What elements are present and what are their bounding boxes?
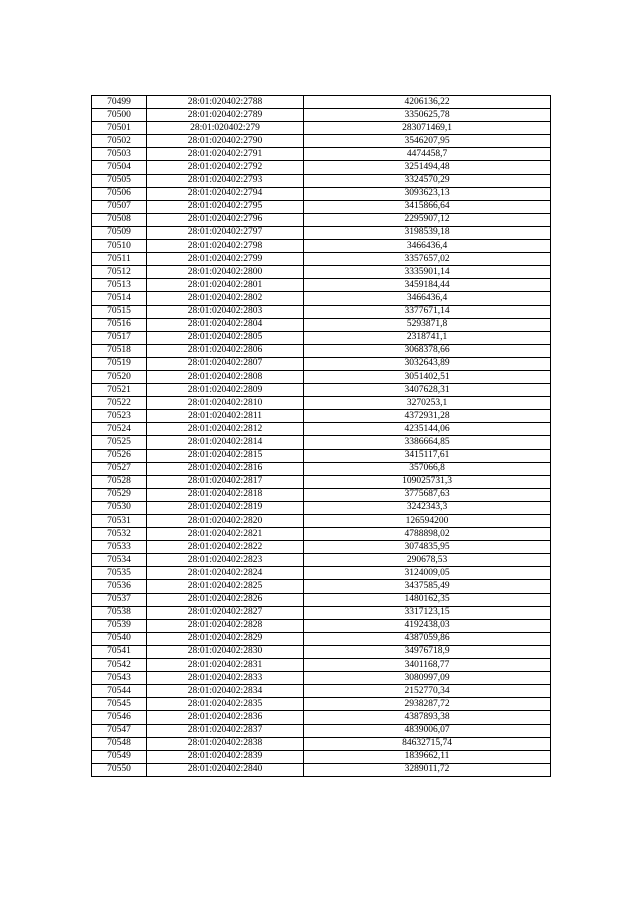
cadastral-value-cell: 4387059,86 bbox=[304, 632, 551, 645]
cadastral-number-cell: 28:01:020402:2819 bbox=[147, 501, 304, 514]
row-number-cell: 70513 bbox=[92, 279, 147, 292]
cadastral-value-cell: 3775687,63 bbox=[304, 488, 551, 501]
cadastral-value-cell: 2938287,72 bbox=[304, 698, 551, 711]
table-row bbox=[92, 370, 551, 383]
row-number-cell: 70526 bbox=[92, 449, 147, 462]
row-number-cell: 70533 bbox=[92, 541, 147, 554]
cadastral-number-cell: 28:01:020402:2795 bbox=[147, 200, 304, 213]
row-number-cell: 70541 bbox=[92, 645, 147, 658]
cadastral-value-cell: 3242343,3 bbox=[304, 501, 551, 514]
table-row bbox=[92, 213, 551, 226]
row-number-cell: 70543 bbox=[92, 672, 147, 685]
table-row bbox=[92, 672, 551, 685]
cadastral-number-cell: 28:01:020402:2837 bbox=[147, 724, 304, 737]
cadastral-number-cell: 28:01:020402:2792 bbox=[147, 161, 304, 174]
table-row bbox=[92, 711, 551, 724]
row-number-cell: 70528 bbox=[92, 475, 147, 488]
row-number-cell: 70548 bbox=[92, 737, 147, 750]
table-row bbox=[92, 462, 551, 475]
table-row bbox=[92, 253, 551, 266]
cadastral-value-cell: 4192438,03 bbox=[304, 619, 551, 632]
row-number-cell: 70538 bbox=[92, 606, 147, 619]
row-number-cell: 70511 bbox=[92, 253, 147, 266]
row-number-cell: 70536 bbox=[92, 580, 147, 593]
cadastral-number-cell: 28:01:020402:2826 bbox=[147, 593, 304, 606]
cadastral-value-cell: 3357657,02 bbox=[304, 253, 551, 266]
cadastral-value-cell: 3546207,95 bbox=[304, 135, 551, 148]
cadastral-number-cell: 28:01:020402:2815 bbox=[147, 449, 304, 462]
cadastral-number-cell: 28:01:020402:2811 bbox=[147, 410, 304, 423]
table-row bbox=[92, 226, 551, 239]
cadastral-number-cell: 28:01:020402:2801 bbox=[147, 279, 304, 292]
table-row bbox=[92, 632, 551, 645]
cadastral-number-cell: 28:01:020402:2790 bbox=[147, 135, 304, 148]
cadastral-number-cell: 28:01:020402:2834 bbox=[147, 685, 304, 698]
cadastral-value-cell: 3051402,51 bbox=[304, 370, 551, 383]
cadastral-value-cell: 2295907,12 bbox=[304, 213, 551, 226]
table-row bbox=[92, 528, 551, 541]
cadastral-number-cell: 28:01:020402:2812 bbox=[147, 423, 304, 436]
table-row bbox=[92, 593, 551, 606]
row-number-cell: 70539 bbox=[92, 619, 147, 632]
cadastral-number-cell: 28:01:020402:2822 bbox=[147, 541, 304, 554]
cadastral-number-cell: 28:01:020402:2840 bbox=[147, 763, 304, 776]
cadastral-number-cell: 28:01:020402:2805 bbox=[147, 331, 304, 344]
table-row bbox=[92, 606, 551, 619]
table-row bbox=[92, 344, 551, 357]
cadastral-value-cell: 3407628,31 bbox=[304, 384, 551, 397]
cadastral-number-cell: 28:01:020402:2835 bbox=[147, 698, 304, 711]
cadastral-number-cell: 28:01:020402:2794 bbox=[147, 187, 304, 200]
table-row bbox=[92, 698, 551, 711]
row-number-cell: 70520 bbox=[92, 370, 147, 383]
row-number-cell: 70550 bbox=[92, 763, 147, 776]
cadastral-number-cell: 28:01:020402:2802 bbox=[147, 292, 304, 305]
cadastral-value-cell: 3251494,48 bbox=[304, 161, 551, 174]
cadastral-number-cell: 28:01:020402:2788 bbox=[147, 96, 304, 109]
cadastral-number-cell: 28:01:020402:2810 bbox=[147, 397, 304, 410]
table-row bbox=[92, 645, 551, 658]
cadastral-value-cell: 109025731,3 bbox=[304, 475, 551, 488]
cadastral-value-cell: 3198539,18 bbox=[304, 226, 551, 239]
cadastral-value-cell: 283071469,1 bbox=[304, 122, 551, 135]
table-row bbox=[92, 567, 551, 580]
cadastral-value-cell: 3068378,66 bbox=[304, 344, 551, 357]
row-number-cell: 70522 bbox=[92, 397, 147, 410]
row-number-cell: 70518 bbox=[92, 344, 147, 357]
row-number-cell: 70546 bbox=[92, 711, 147, 724]
row-number-cell: 70531 bbox=[92, 515, 147, 528]
cadastral-number-cell: 28:01:020402:2821 bbox=[147, 528, 304, 541]
cadastral-number-cell: 28:01:020402:2806 bbox=[147, 344, 304, 357]
row-number-cell: 70503 bbox=[92, 148, 147, 161]
cadastral-value-cell: 3032643,89 bbox=[304, 357, 551, 370]
table-row bbox=[92, 659, 551, 672]
cadastral-number-cell: 28:01:020402:2838 bbox=[147, 737, 304, 750]
row-number-cell: 70506 bbox=[92, 187, 147, 200]
cadastral-value-cell: 1480162,35 bbox=[304, 593, 551, 606]
table-body bbox=[92, 96, 551, 777]
cadastral-value-cell: 126594200 bbox=[304, 515, 551, 528]
cadastral-number-cell: 28:01:020402:2829 bbox=[147, 632, 304, 645]
cadastral-value-cell: 2152770,34 bbox=[304, 685, 551, 698]
row-number-cell: 70505 bbox=[92, 174, 147, 187]
table-row bbox=[92, 449, 551, 462]
row-number-cell: 70507 bbox=[92, 200, 147, 213]
cadastral-number-cell: 28:01:020402:2817 bbox=[147, 475, 304, 488]
cadastral-value-cell: 4235144,06 bbox=[304, 423, 551, 436]
row-number-cell: 70509 bbox=[92, 226, 147, 239]
table-row bbox=[92, 318, 551, 331]
table-row bbox=[92, 475, 551, 488]
cadastral-number-cell: 28:01:020402:2818 bbox=[147, 488, 304, 501]
table-row bbox=[92, 148, 551, 161]
row-number-cell: 70530 bbox=[92, 501, 147, 514]
cadastral-value-cell: 3270253,1 bbox=[304, 397, 551, 410]
table-row bbox=[92, 135, 551, 148]
row-number-cell: 70524 bbox=[92, 423, 147, 436]
row-number-cell: 70534 bbox=[92, 554, 147, 567]
cadastral-number-cell: 28:01:020402:2791 bbox=[147, 148, 304, 161]
cadastral-value-cell: 3074835,95 bbox=[304, 541, 551, 554]
row-number-cell: 70501 bbox=[92, 122, 147, 135]
row-number-cell: 70523 bbox=[92, 410, 147, 423]
cadastral-number-cell: 28:01:020402:2800 bbox=[147, 266, 304, 279]
table-row bbox=[92, 750, 551, 763]
table-row bbox=[92, 96, 551, 109]
row-number-cell: 70540 bbox=[92, 632, 147, 645]
table-row bbox=[92, 515, 551, 528]
table-row bbox=[92, 200, 551, 213]
row-number-cell: 70508 bbox=[92, 213, 147, 226]
cadastral-value-cell: 3093623,13 bbox=[304, 187, 551, 200]
row-number-cell: 70499 bbox=[92, 96, 147, 109]
cadastral-number-cell: 28:01:020402:2836 bbox=[147, 711, 304, 724]
cadastral-value-cell: 3459184,44 bbox=[304, 279, 551, 292]
cadastral-value-cell: 3335901,14 bbox=[304, 266, 551, 279]
row-number-cell: 70537 bbox=[92, 593, 147, 606]
cadastral-value-cell: 34976718,9 bbox=[304, 645, 551, 658]
cadastral-number-cell: 28:01:020402:2839 bbox=[147, 750, 304, 763]
cadastral-value-cell: 3350625,78 bbox=[304, 109, 551, 122]
cadastral-number-cell: 28:01:020402:2833 bbox=[147, 672, 304, 685]
cadastral-number-cell: 28:01:020402:2789 bbox=[147, 109, 304, 122]
table-row bbox=[92, 384, 551, 397]
cadastral-value-cell: 3289011,72 bbox=[304, 763, 551, 776]
table-row bbox=[92, 109, 551, 122]
cadastral-value-cell: 4206136,22 bbox=[304, 96, 551, 109]
table-row bbox=[92, 501, 551, 514]
row-number-cell: 70510 bbox=[92, 240, 147, 253]
cadastral-value-cell: 357066,8 bbox=[304, 462, 551, 475]
cadastral-value-cell: 4839006,07 bbox=[304, 724, 551, 737]
cadastral-number-cell: 28:01:020402:2804 bbox=[147, 318, 304, 331]
table-row bbox=[92, 331, 551, 344]
cadastral-value-cell: 3080997,09 bbox=[304, 672, 551, 685]
table-row bbox=[92, 619, 551, 632]
cadastral-value-cell: 3415866,64 bbox=[304, 200, 551, 213]
table-row bbox=[92, 554, 551, 567]
cadastral-value-cell: 3324570,29 bbox=[304, 174, 551, 187]
cadastral-value-cell: 4474458,7 bbox=[304, 148, 551, 161]
row-number-cell: 70532 bbox=[92, 528, 147, 541]
cadastral-number-cell: 28:01:020402:2807 bbox=[147, 357, 304, 370]
cadastral-number-cell: 28:01:020402:2820 bbox=[147, 515, 304, 528]
cadastral-number-cell: 28:01:020402:2827 bbox=[147, 606, 304, 619]
cadastral-value-cell: 84632715,74 bbox=[304, 737, 551, 750]
row-number-cell: 70519 bbox=[92, 357, 147, 370]
cadastral-number-cell: 28:01:020402:2828 bbox=[147, 619, 304, 632]
row-number-cell: 70545 bbox=[92, 698, 147, 711]
cadastral-value-cell: 290678,53 bbox=[304, 554, 551, 567]
row-number-cell: 70504 bbox=[92, 161, 147, 174]
row-number-cell: 70517 bbox=[92, 331, 147, 344]
table-row bbox=[92, 357, 551, 370]
cadastral-number-cell: 28:01:020402:2798 bbox=[147, 240, 304, 253]
cadastral-value-cell: 4387893,38 bbox=[304, 711, 551, 724]
table-row bbox=[92, 266, 551, 279]
table-row bbox=[92, 122, 551, 135]
cadastral-number-cell: 28:01:020402:2823 bbox=[147, 554, 304, 567]
cadastral-number-cell: 28:01:020402:2793 bbox=[147, 174, 304, 187]
cadastral-number-cell: 28:01:020402:2803 bbox=[147, 305, 304, 318]
cadastral-value-cell: 2318741,1 bbox=[304, 331, 551, 344]
table-row bbox=[92, 279, 551, 292]
row-number-cell: 70502 bbox=[92, 135, 147, 148]
cadastral-value-cell: 4372931,28 bbox=[304, 410, 551, 423]
cadastral-value-cell: 3317123,15 bbox=[304, 606, 551, 619]
table-row bbox=[92, 763, 551, 776]
table-row bbox=[92, 174, 551, 187]
row-number-cell: 70515 bbox=[92, 305, 147, 318]
cadastral-value-cell: 3377671,14 bbox=[304, 305, 551, 318]
cadastral-value-cell: 4788898,02 bbox=[304, 528, 551, 541]
table-row bbox=[92, 685, 551, 698]
cadastral-value-cell: 3415117,61 bbox=[304, 449, 551, 462]
table-row bbox=[92, 541, 551, 554]
cadastral-value-cell: 3401168,77 bbox=[304, 659, 551, 672]
cadastral-value-cell: 3466436,4 bbox=[304, 240, 551, 253]
cadastral-number-cell: 28:01:020402:2797 bbox=[147, 226, 304, 239]
cadastral-number-cell: 28:01:020402:279 bbox=[147, 122, 304, 135]
cadastral-number-cell: 28:01:020402:2809 bbox=[147, 384, 304, 397]
table-row bbox=[92, 161, 551, 174]
row-number-cell: 70542 bbox=[92, 659, 147, 672]
row-number-cell: 70514 bbox=[92, 292, 147, 305]
row-number-cell: 70512 bbox=[92, 266, 147, 279]
table-row bbox=[92, 397, 551, 410]
cadastral-value-cell: 3124009,05 bbox=[304, 567, 551, 580]
row-number-cell: 70525 bbox=[92, 436, 147, 449]
table-row bbox=[92, 436, 551, 449]
cadastral-value-cell: 3466436,4 bbox=[304, 292, 551, 305]
cadastral-number-cell: 28:01:020402:2824 bbox=[147, 567, 304, 580]
table-row bbox=[92, 240, 551, 253]
cadastral-number-cell: 28:01:020402:2825 bbox=[147, 580, 304, 593]
table-row bbox=[92, 305, 551, 318]
row-number-cell: 70544 bbox=[92, 685, 147, 698]
cadastral-number-cell: 28:01:020402:2799 bbox=[147, 253, 304, 266]
cadastral-value-table bbox=[91, 95, 551, 777]
cadastral-value-cell: 3437585,49 bbox=[304, 580, 551, 593]
cadastral-number-cell: 28:01:020402:2816 bbox=[147, 462, 304, 475]
cadastral-value-cell: 5293871,8 bbox=[304, 318, 551, 331]
row-number-cell: 70549 bbox=[92, 750, 147, 763]
cadastral-number-cell: 28:01:020402:2830 bbox=[147, 645, 304, 658]
cadastral-value-cell: 3386664,85 bbox=[304, 436, 551, 449]
table-row bbox=[92, 187, 551, 200]
cadastral-number-cell: 28:01:020402:2831 bbox=[147, 659, 304, 672]
row-number-cell: 70521 bbox=[92, 384, 147, 397]
row-number-cell: 70527 bbox=[92, 462, 147, 475]
cadastral-number-cell: 28:01:020402:2796 bbox=[147, 213, 304, 226]
table-row bbox=[92, 292, 551, 305]
row-number-cell: 70535 bbox=[92, 567, 147, 580]
cadastral-value-cell: 1839662,11 bbox=[304, 750, 551, 763]
row-number-cell: 70547 bbox=[92, 724, 147, 737]
table-row bbox=[92, 724, 551, 737]
cadastral-number-cell: 28:01:020402:2814 bbox=[147, 436, 304, 449]
table-row bbox=[92, 737, 551, 750]
table-row bbox=[92, 488, 551, 501]
row-number-cell: 70529 bbox=[92, 488, 147, 501]
row-number-cell: 70516 bbox=[92, 318, 147, 331]
table-row bbox=[92, 580, 551, 593]
table-row bbox=[92, 423, 551, 436]
cadastral-number-cell: 28:01:020402:2808 bbox=[147, 370, 304, 383]
row-number-cell: 70500 bbox=[92, 109, 147, 122]
table-row bbox=[92, 410, 551, 423]
